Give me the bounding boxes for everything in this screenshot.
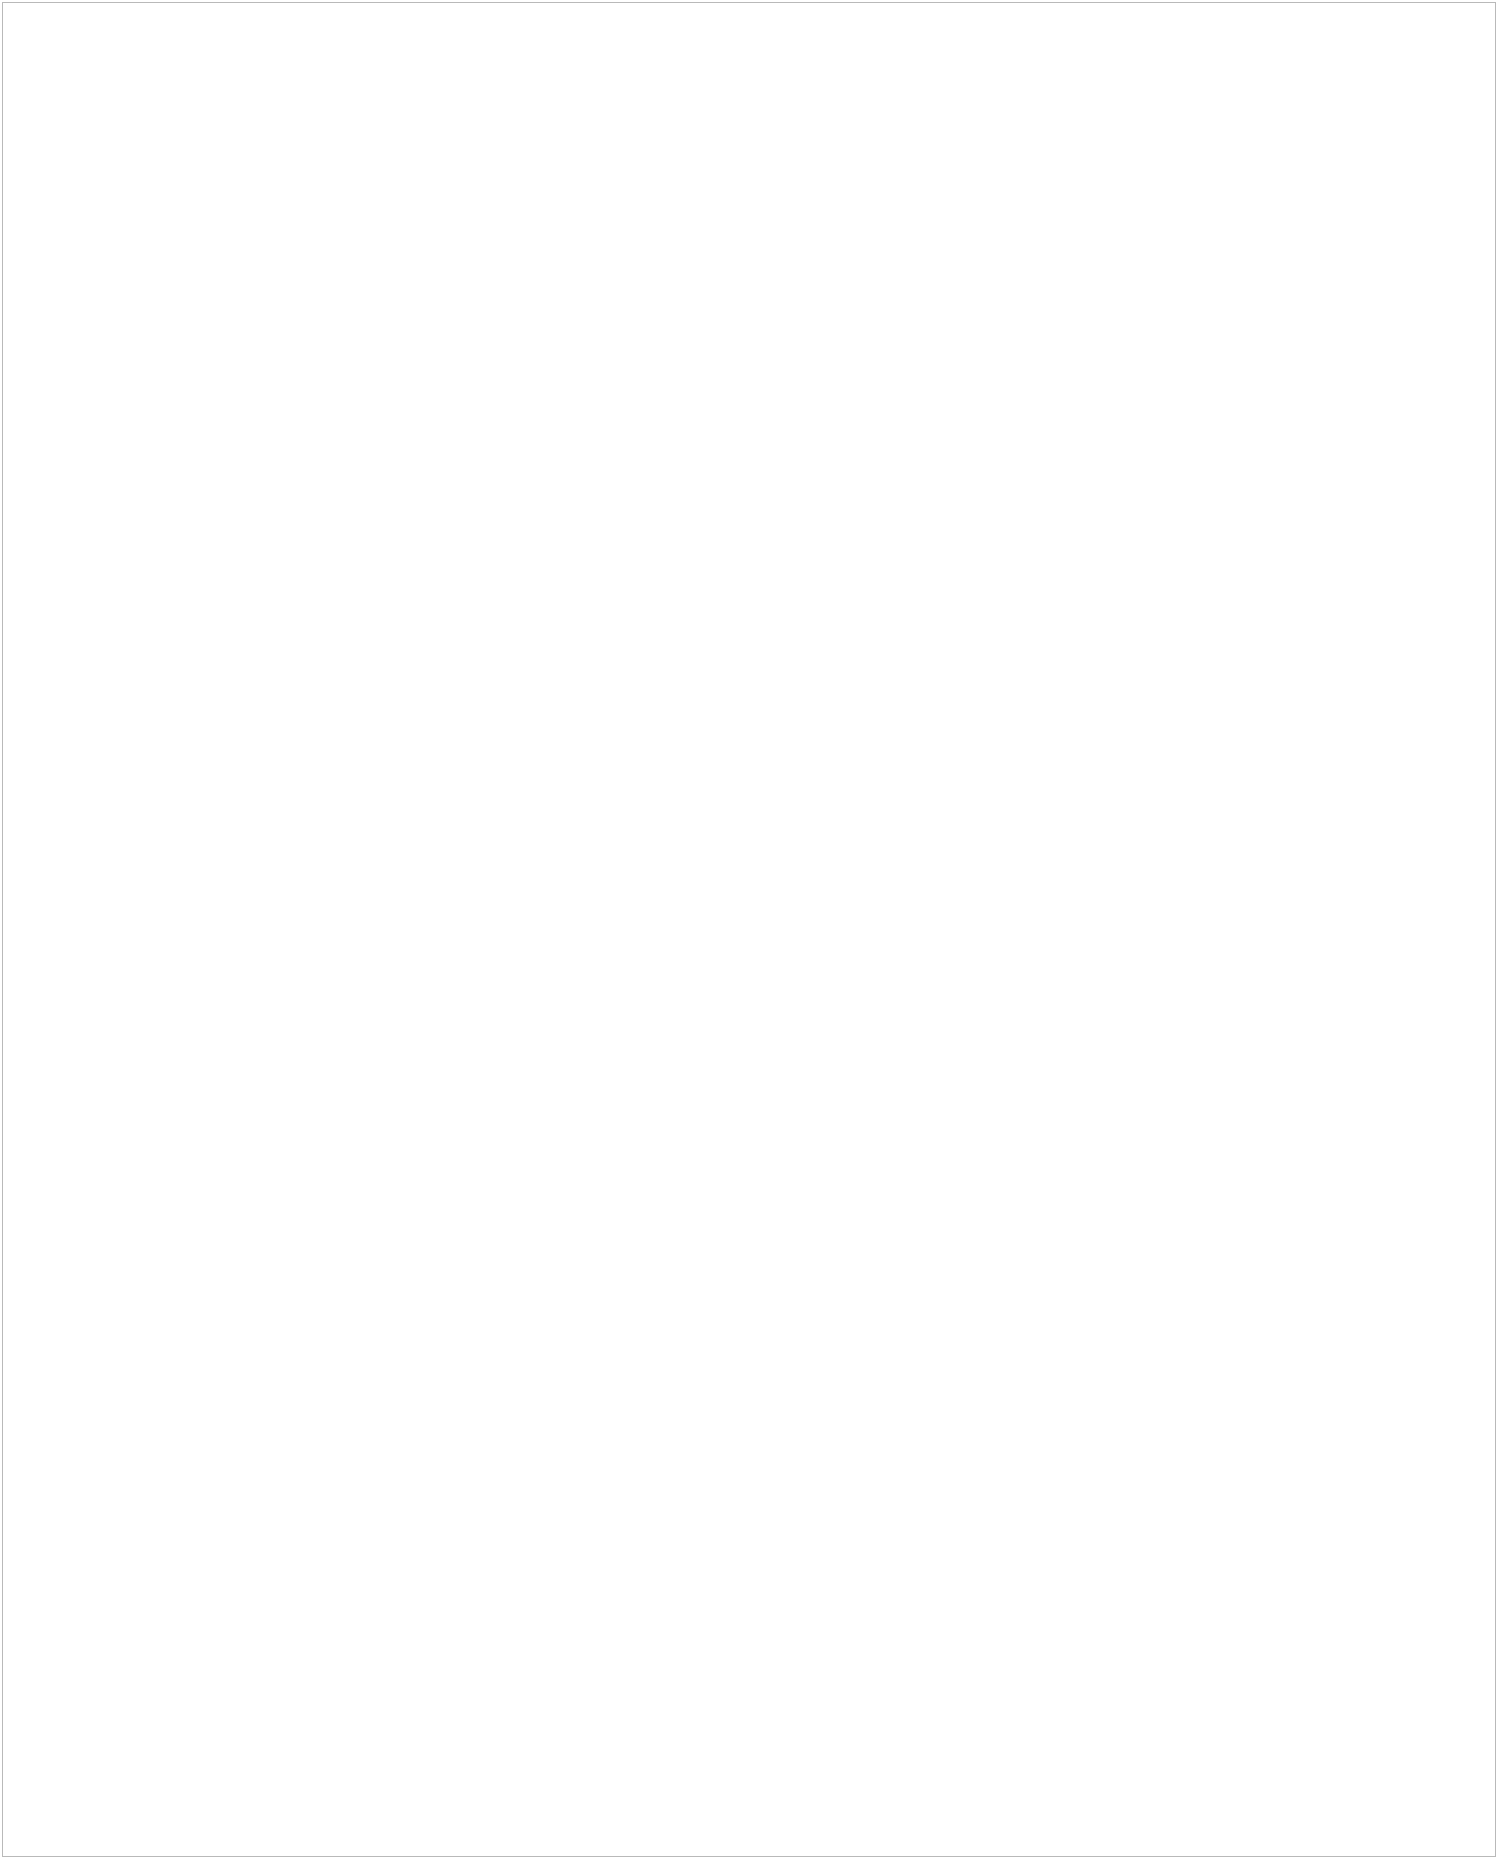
lower-harness-region <box>0 460 1500 1861</box>
